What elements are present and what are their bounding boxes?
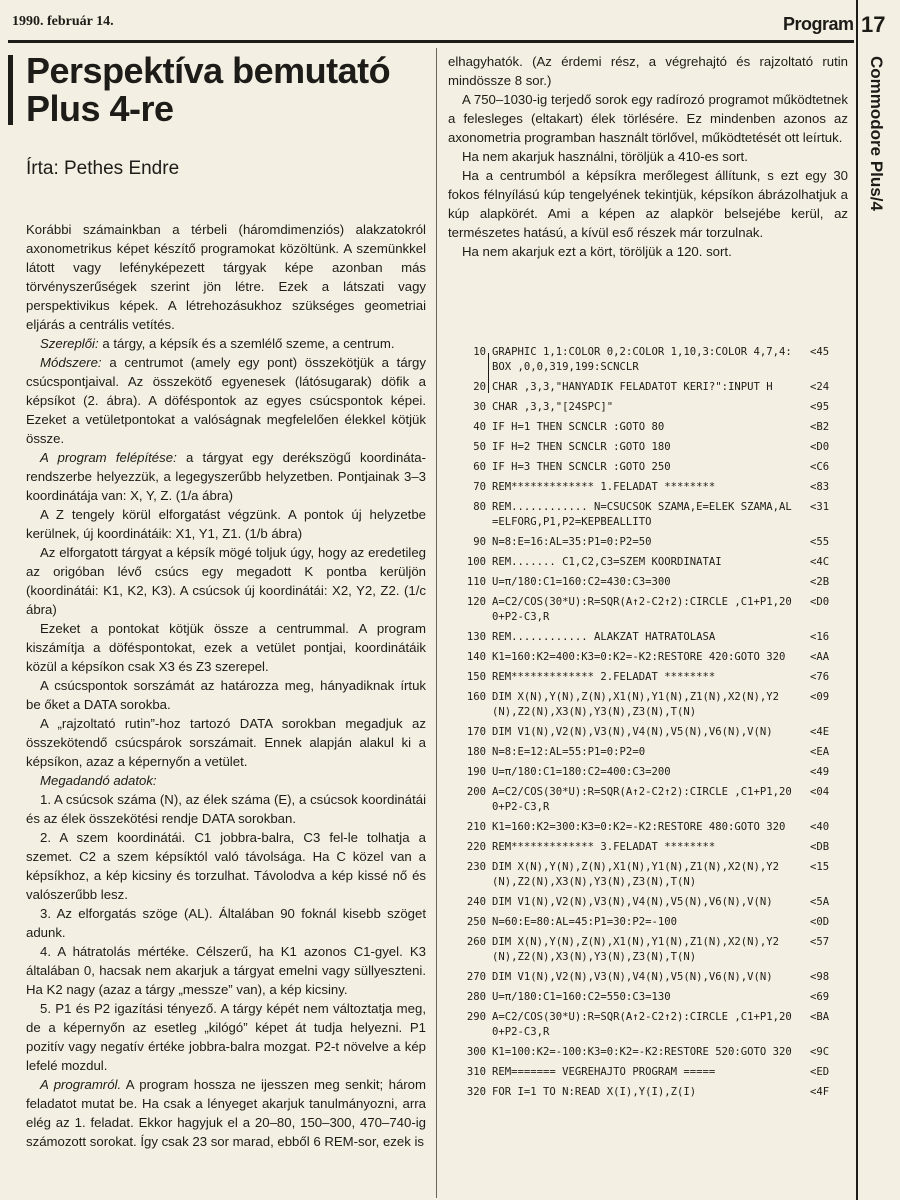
line-number: 310 bbox=[466, 1066, 486, 1078]
line-number: 280 bbox=[466, 991, 486, 1003]
listing-line bbox=[448, 935, 852, 965]
line-number: 100 bbox=[466, 556, 486, 568]
program-listing bbox=[448, 345, 852, 1195]
listing-line bbox=[448, 1065, 852, 1080]
line-number: 120 bbox=[466, 596, 486, 608]
listing-line bbox=[448, 400, 852, 415]
line-number: 130 bbox=[466, 631, 486, 643]
listing-line bbox=[448, 555, 852, 570]
line-checksum: <BA bbox=[810, 1011, 830, 1023]
line-number: 20 bbox=[473, 381, 486, 393]
line-checksum: <69 bbox=[810, 991, 830, 1003]
line-code: DIM V1(N),V2(N),V3(N),V4(N),V5(N),V6(N),V(N) bbox=[492, 726, 773, 738]
line-code: DIM X(N),Y(N),Z(N),X1(N),Y1(N),Z1(N),X2(N),Y2(N),Z2(N),X3(N),Y3(N),Z3(N),T(N) bbox=[492, 936, 780, 963]
line-code: A=C2/COS(30*U):R=SQR(A↑2-C2↑2):CIRCLE ,C1+P1,200+P2-C3,R bbox=[492, 596, 792, 623]
line-code: DIM X(N),Y(N),Z(N),X1(N),Y1(N),Z1(N),X2(N),Y2(N),Z2(N),X3(N),Y3(N),Z3(N),T(N) bbox=[492, 861, 780, 888]
line-number: 200 bbox=[466, 786, 486, 798]
listing-line bbox=[448, 690, 852, 720]
subheading: Megadandó adatok: bbox=[40, 773, 157, 788]
line-checksum: <DB bbox=[810, 841, 830, 853]
line-number: 110 bbox=[466, 576, 486, 588]
line-checksum: <55 bbox=[810, 536, 830, 548]
line-checksum: <EA bbox=[810, 746, 830, 758]
line-code: N=8:E=16:AL=35:P1=0:P2=50 bbox=[492, 536, 652, 548]
paragraph-label: A program felépítése: bbox=[40, 450, 177, 465]
line-checksum: <9C bbox=[810, 1046, 830, 1058]
line-code: U=π/180:C1=180:C2=400:C3=200 bbox=[492, 766, 671, 778]
line-number: 240 bbox=[466, 896, 486, 908]
line-number: 50 bbox=[473, 441, 486, 453]
line-checksum: <D0 bbox=[810, 441, 830, 453]
line-code: K1=160:K2=400:K3=0:K2=-K2:RESTORE 420:GOTO 320 bbox=[492, 651, 786, 663]
line-checksum: <4F bbox=[810, 1086, 830, 1098]
line-code: K1=100:K2=-100:K3=0:K2=-K2:RESTORE 520:GOTO 320 bbox=[492, 1046, 792, 1058]
line-code: REM************* 3.FELADAT ******** bbox=[492, 841, 716, 853]
line-checksum: <15 bbox=[810, 861, 830, 873]
line-number: 220 bbox=[466, 841, 486, 853]
paragraph: A program felépítése: a tárgyat egy derékszögű koordináta-rendszerbe helyezzük, a legegyszerűbb helyzetben. Pontjainak 3–3 koordinátája van: X, Y, Z. (1/a ábra) bbox=[26, 450, 426, 503]
line-number: 150 bbox=[466, 671, 486, 683]
paragraph: Ezeket a pontokat kötjük össze a centrummal. A program kiszámítja a döféspontokat, ezek a vetület pontjai, koordinátáik közül a képsíkon csak X3 és Z3 szerepel. bbox=[26, 621, 426, 674]
paragraph: 4. A hátratolás mértéke. Célszerű, ha K1 azonos C1-gyel. K3 általában 0, hacsak nem akarjuk a tárgyat emelni vagy süllyeszteni. Ha K2 nagy (azaz a tárgy „messze” van), a kép kicsiny. bbox=[26, 944, 426, 997]
line-code: FOR I=1 TO N:READ X(I),Y(I),Z(I) bbox=[492, 1086, 697, 1098]
header-rule bbox=[8, 40, 854, 43]
listing-line bbox=[448, 970, 852, 985]
paragraph: 5. P1 és P2 igazítási tényező. A tárgy képét nem változtatja meg, de a képernyőn az esetleg „kilógó” képet át tudja helyezni. P1 pozitív vagy negatív értéke jobbra-balra mozgat. P2-t növelve a kép lefelé mozdul. bbox=[26, 1001, 426, 1073]
paragraph: A Z tengely körül elforgatást végzünk. A pontok új helyzetbe kerülnek, új koordinátáik: X1, Y1, Z1. (1/b ábra) bbox=[26, 507, 426, 541]
line-number: 190 bbox=[466, 766, 486, 778]
listing-line bbox=[448, 1010, 852, 1040]
listing-line bbox=[448, 345, 852, 375]
line-number: 60 bbox=[473, 461, 486, 473]
line-number: 270 bbox=[466, 971, 486, 983]
line-code: N=8:E=12:AL=55:P1=0:P2=0 bbox=[492, 746, 646, 758]
line-checksum: <24 bbox=[810, 381, 830, 393]
line-number: 320 bbox=[466, 1086, 486, 1098]
paragraph: Korábbi számainkban a térbeli (háromdimenziós) alakzatokról axonometrikus képet készítő programokat közöltünk. A szemünkkel látott vagy lefényképezett tárgyak képe azonban más törvényszerűségek szerint jön létre. Ezek a látszati vagy perspektivikus képek. A létrehozásukhoz szükséges geometriai eljárás a centrális vetítés. bbox=[26, 222, 426, 332]
line-number: 10 bbox=[473, 346, 486, 358]
paragraph: Ha nem akarjuk használni, töröljük a 410-es sort. bbox=[462, 149, 748, 164]
article-title bbox=[26, 52, 426, 128]
line-number: 180 bbox=[466, 746, 486, 758]
line-number: 90 bbox=[473, 536, 486, 548]
line-code: U=π/180:C1=160:C2=550:C3=130 bbox=[492, 991, 671, 1003]
line-checksum: <4E bbox=[810, 726, 830, 738]
listing-line bbox=[448, 380, 852, 395]
line-number: 300 bbox=[466, 1046, 486, 1058]
article-body-continued bbox=[448, 52, 848, 261]
line-checksum: <04 bbox=[810, 786, 830, 798]
paragraph: Ha nem akarjuk ezt a kört, töröljük a 120. sort. bbox=[462, 244, 732, 259]
paragraph: A programról. A program hossza ne ijesszen meg senkit; három feladatot mutat be. Ha csak a lényeget akarjuk tanulmányozni, arra elég az 1. feladat. Ekkor hagyjuk el a 20–80, 150–300, 470–740-ig számozott sorokat. Így csak 23 sor marad, ebből 6 REM-sor, ezek is bbox=[26, 1077, 426, 1149]
paragraph: 3. Az elforgatás szöge (AL). Általában 90 foknál kisebb szöget adunk. bbox=[26, 906, 426, 940]
line-code: REM....... C1,C2,C3=SZEM KOORDINATAI bbox=[492, 556, 722, 568]
line-checksum: <09 bbox=[810, 691, 830, 703]
line-number: 210 bbox=[466, 821, 486, 833]
listing-line bbox=[448, 785, 852, 815]
line-number: 290 bbox=[466, 1011, 486, 1023]
line-code: CHAR ,3,3,"HANYADIK FELADATOT KERI?":INPUT H bbox=[492, 381, 773, 393]
listing-line bbox=[448, 915, 852, 930]
line-code: N=60:E=80:AL=45:P1=30:P2=-100 bbox=[492, 916, 677, 928]
listing-line bbox=[448, 535, 852, 550]
paragraph: A „rajzoltató rutin”-hoz tartozó DATA sorokban megadjuk az összekötendő csúcspárok sorszámait. Ennek alapján alakul ki a képsíkon, azaz a képernyőn a vetület. bbox=[26, 716, 426, 769]
listing-line bbox=[448, 595, 852, 625]
line-number: 250 bbox=[466, 916, 486, 928]
line-code: DIM V1(N),V2(N),V3(N),V4(N),V5(N),V6(N),V(N) bbox=[492, 971, 773, 983]
paragraph-label: Módszere: bbox=[40, 355, 102, 370]
section-label: Program bbox=[783, 14, 854, 34]
paragraph: Ha a centrumból a képsíkra merőlegest állítunk, s ezt egy 30 fokos félnyílású kúp tengelyének tekintjük, képsíkon ábrázolhatjuk a kúp alapkörét. Ami a képen az alapkör belsejébe kerül, az természetes hatású, a kívül eső részek már torzulnak. bbox=[448, 168, 848, 240]
line-code: A=C2/COS(30*U):R=SQR(A↑2-C2↑2):CIRCLE ,C1+P1,200+P2-C3,R bbox=[492, 786, 792, 813]
line-checksum: <ED bbox=[810, 1066, 830, 1078]
line-code: GRAPHIC 1,1:COLOR 0,2:COLOR 1,10,3:COLOR 4,7,4:BOX ,0,0,319,199:SCNCLR bbox=[492, 346, 792, 373]
line-number: 160 bbox=[466, 691, 486, 703]
line-checksum: <95 bbox=[810, 401, 830, 413]
line-checksum: <AA bbox=[810, 651, 830, 663]
line-number: 80 bbox=[473, 501, 486, 513]
sidebar-divider bbox=[856, 0, 858, 1200]
line-checksum: <98 bbox=[810, 971, 830, 983]
title-line-2: Plus 4-re bbox=[26, 88, 174, 129]
line-code: IF H=1 THEN SCNCLR :GOTO 80 bbox=[492, 421, 665, 433]
line-checksum: <B2 bbox=[810, 421, 830, 433]
line-number: 170 bbox=[466, 726, 486, 738]
listing-line bbox=[448, 1045, 852, 1060]
line-code: REM************* 2.FELADAT ******** bbox=[492, 671, 716, 683]
article-author: Írta: Pethes Endre bbox=[26, 158, 180, 179]
line-code: DIM X(N),Y(N),Z(N),X1(N),Y1(N),Z1(N),X2(N),Y2(N),Z2(N),X3(N),Y3(N),Z3(N),T(N) bbox=[492, 691, 780, 718]
line-code: A=C2/COS(30*U):R=SQR(A↑2-C2↑2):CIRCLE ,C1+P1,200+P2-C3,R bbox=[492, 1011, 792, 1038]
listing-line bbox=[448, 500, 852, 530]
article-right-column bbox=[448, 52, 848, 261]
page-header bbox=[0, 0, 900, 50]
column-rule bbox=[436, 48, 437, 1198]
line-code: REM************* 1.FELADAT ******** bbox=[492, 481, 716, 493]
paragraph: A csúcspontok sorszámát az határozza meg, hányadiknak írtuk be őket a DATA sorokba. bbox=[26, 678, 426, 712]
listing-line bbox=[448, 840, 852, 855]
line-checksum: <49 bbox=[810, 766, 830, 778]
article-left-column bbox=[26, 52, 426, 1192]
line-number: 70 bbox=[473, 481, 486, 493]
line-number: 260 bbox=[466, 936, 486, 948]
listing-line bbox=[448, 990, 852, 1005]
line-checksum: <0D bbox=[810, 916, 830, 928]
line-code: K1=160:K2=300:K3=0:K2=-K2:RESTORE 480:GOTO 320 bbox=[492, 821, 786, 833]
paragraph-label: A programról. bbox=[40, 1077, 122, 1092]
line-checksum: <4C bbox=[810, 556, 830, 568]
listing-line bbox=[448, 630, 852, 645]
line-number: 140 bbox=[466, 651, 486, 663]
listing-line bbox=[448, 440, 852, 455]
article-body bbox=[26, 220, 426, 1151]
line-code: REM............ ALAKZAT HATRATOLASA bbox=[492, 631, 716, 643]
paragraph: 1. A csúcsok száma (N), az élek száma (E), a csúcsok koordinátái és az élek összekötési rendje DATA sorokban. bbox=[26, 792, 426, 826]
line-checksum: <31 bbox=[810, 501, 830, 513]
line-code: REM======= VEGREHAJTO PROGRAM ===== bbox=[492, 1066, 716, 1078]
line-code: U=π/180:C1=160:C2=430:C3=300 bbox=[492, 576, 671, 588]
listing-line bbox=[448, 480, 852, 495]
line-number: 30 bbox=[473, 401, 486, 413]
title-accent-bar bbox=[8, 55, 13, 125]
listing-line bbox=[448, 765, 852, 780]
line-checksum: <C6 bbox=[810, 461, 830, 473]
listing-line bbox=[448, 860, 852, 890]
listing-line bbox=[448, 745, 852, 760]
title-line-1: Perspektíva bemutató bbox=[26, 52, 391, 91]
line-checksum: <76 bbox=[810, 671, 830, 683]
line-code: REM............ N=CSUCSOK SZAMA,E=ELEK SZAMA,AL=ELFORG,P1,P2=KEPBEALLITO bbox=[492, 501, 792, 528]
paragraph: Az elforgatott tárgyat a képsík mögé toljuk úgy, hogy az eredetileg az origóban lévő csúcs egy megadott K pontba kerüljön (koordinátái: K1, K2, K3). A csúcsok új koordinátái: X2, Y2, Z2. (1/c ábra) bbox=[26, 545, 426, 617]
line-checksum: <40 bbox=[810, 821, 830, 833]
listing-line bbox=[448, 650, 852, 665]
line-checksum: <2B bbox=[810, 576, 830, 588]
listing-line bbox=[448, 725, 852, 740]
line-code: IF H=2 THEN SCNCLR :GOTO 180 bbox=[492, 441, 671, 453]
line-code: IF H=3 THEN SCNCLR :GOTO 250 bbox=[492, 461, 671, 473]
line-number: 40 bbox=[473, 421, 486, 433]
listing-line bbox=[448, 575, 852, 590]
line-checksum: <57 bbox=[810, 936, 830, 948]
listing-line bbox=[448, 1085, 852, 1100]
listing-line bbox=[448, 420, 852, 435]
listing-line bbox=[448, 460, 852, 475]
paragraph: A 750–1030-ig terjedő sorok egy radírozó programot működtetnek a felesleges (eltakart) élek törlésére. Ez mindenben azonos az axonometria programban használt törlővel, működtetését ott leírtuk. bbox=[448, 92, 848, 145]
listing-line bbox=[448, 670, 852, 685]
sidebar-column-title: Commodore Plus/4 bbox=[867, 56, 886, 211]
paragraph: Szereplői: a tárgy, a képsík és a szemlélő szeme, a centrum. bbox=[40, 336, 395, 351]
paragraph-label: Szereplői: bbox=[40, 336, 99, 351]
line-checksum: <16 bbox=[810, 631, 830, 643]
paragraph: 2. A szem koordinátái. C1 jobbra-balra, C3 fel-le tolhatja a szemet. C2 a szem képsíktól való távolsága. Ha C közel van a képsíkhoz, a kép kicsiny és torzulhat. Távolodva a kép kissé nő és valószerűbb lesz. bbox=[26, 830, 426, 902]
line-checksum: <45 bbox=[810, 346, 830, 358]
paragraph: Módszere: a centrumot (amely egy pont) összekötjük a tárgy csúcspontjaival. Az összekötő egyenesek (látósugarak) döfik a képsíkot (2. ábra). A döféspontok az egyes csúcspontok képei. Ezeket a vetületpontokat a valóságnak megfelelően élekkel kötjük össze. bbox=[26, 355, 426, 446]
line-number: 230 bbox=[466, 861, 486, 873]
page-number: 17 bbox=[861, 12, 886, 37]
line-checksum: <D0 bbox=[810, 596, 830, 608]
line-code: CHAR ,3,3,"[24SPC]" bbox=[492, 401, 614, 413]
listing-line bbox=[448, 820, 852, 835]
issue-date: 1990. február 14. bbox=[12, 14, 114, 29]
listing-line bbox=[448, 895, 852, 910]
line-checksum: <83 bbox=[810, 481, 830, 493]
paragraph: elhagyhatók. (Az érdemi rész, a végrehajtó és rajzoltató rutin mindössze 8 sor.) bbox=[448, 54, 848, 88]
line-checksum: <5A bbox=[810, 896, 830, 908]
line-code: DIM V1(N),V2(N),V3(N),V4(N),V5(N),V6(N),V(N) bbox=[492, 896, 773, 908]
